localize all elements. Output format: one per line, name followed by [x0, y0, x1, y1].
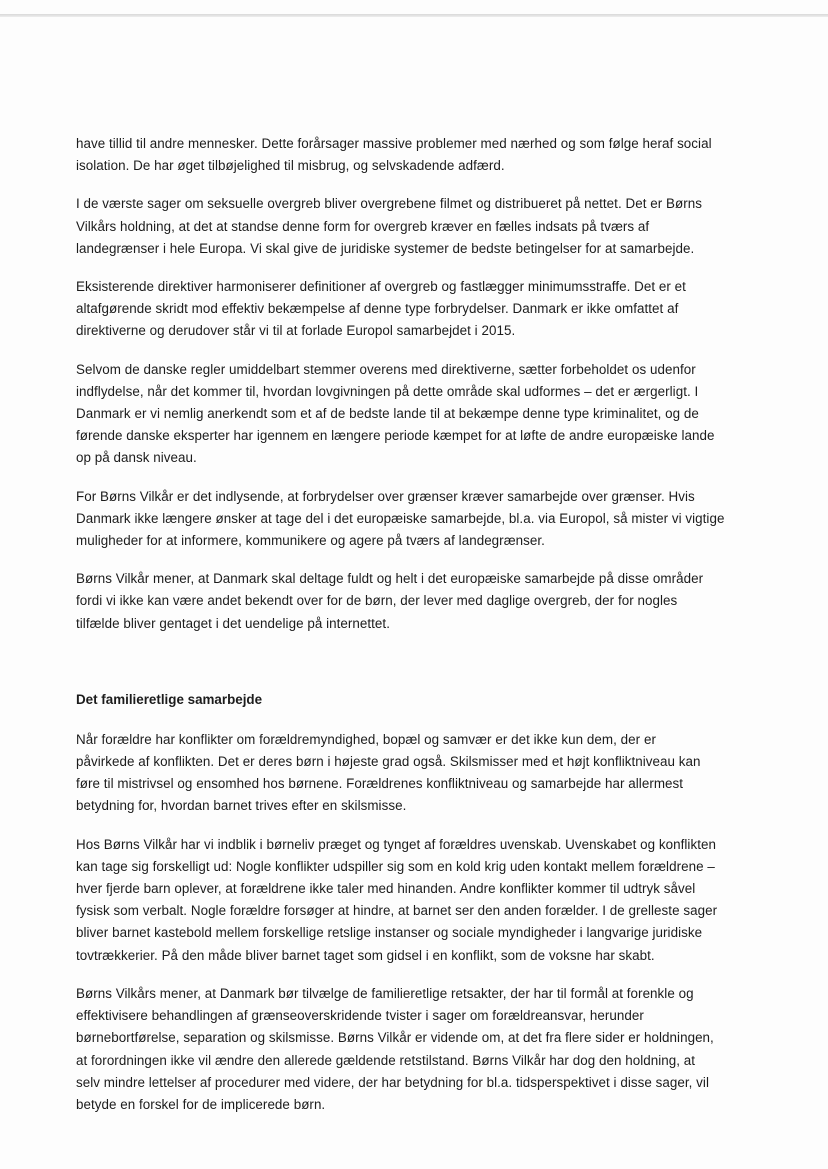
text-line: selv mindre lettelser af procedurer med videre, der har betydning for bl.a. tidsperspektivet i disse sager, vil: [76, 1074, 709, 1090]
text-line: op på dansk niveau.: [76, 450, 197, 466]
section-heading: Det familieretlige samarbejde: [76, 691, 263, 707]
text-line: børnebortførelse, separation og skilsmisse. Børns Vilkår er vidende om, at det fra flere sider er holdningen,: [76, 1030, 714, 1046]
text-line: påvirkede af konflikten. Det er deres børn i højeste grad også. Skilsmisser med et højt konfliktniveau kan: [76, 754, 701, 770]
text-line: Børns Vilkår mener, at Danmark skal deltage fuldt og helt i det europæiske samarbejde på disse områder: [76, 571, 704, 587]
text-line: førende danske eksperter har igennem en længere periode kæmpet for at løfte de andre europæiske lande: [76, 428, 715, 444]
text-line: fysisk som verbalt. Nogle forældre forsøger at hindre, at barnet ser den anden forælder. I de grelleste sager: [76, 903, 718, 919]
paragraph: [76, 729, 756, 818]
paragraph: [76, 983, 756, 1116]
paragraphs-top: [76, 133, 756, 635]
text-line: Danmark er vi nemlig anerkendt som et af de bedste lande til at bekæmpe denne type kriminalitet, og de: [76, 406, 699, 422]
text-line: bliver barnet kastebold mellem forskellige retslige instanser og sociale myndigheder i langvarige juridiske: [76, 925, 703, 941]
paragraph: [76, 193, 756, 260]
text-line: muligheder for at informere, kommunikere og agere på tværs af landegrænser.: [76, 533, 545, 549]
text-line: betyde en forskel for de implicerede børn.: [76, 1096, 326, 1112]
text-line: isolation. De har øget tilbøjelighed til misbrug, og selvskadende adfærd.: [76, 158, 505, 174]
text-line: have tillid til andre mennesker. Dette forårsager massive problemer med nærhed og som følge heraf social: [76, 136, 712, 151]
text-line: kan tage sig forskelligt ud: Nogle konflikter udspiller sig som en kold krig uden kontakt mellem forældrene –: [76, 858, 715, 874]
text-line: indflydelse, når det kommer til, hvordan lovgivningen på dette område skal udformes – det er ærgerligt. I: [76, 383, 699, 399]
paragraph: [76, 568, 756, 635]
text-line: tilfælde bliver gentaget i det uendelige på internettet.: [76, 615, 390, 631]
text-line: betydning for, hvordan barnet trives efter en skilsmisse.: [76, 798, 407, 814]
paragraph: [76, 133, 756, 177]
text-line: I de værste sager om seksuelle overgreb bliver overgrebene filmet og distribueret på nettet. Det er Børns: [76, 196, 702, 212]
document-body: [76, 133, 756, 1132]
text-line: Danmark ikke længere ønsker at tage del i det europæiske samarbejde, bl.a. via Europol, så mister vi vigtige: [76, 510, 725, 526]
scan-top-edge: [0, 14, 828, 17]
text-line: landegrænser i hele Europa. Vi skal give de juridiske systemer de bedste betingelser for at samarbejde.: [76, 240, 695, 256]
text-line: Børns Vilkårs mener, at Danmark bør tilvælge de familieretlige retsakter, der har til formål at forenkle og: [76, 985, 694, 1001]
paragraph: [76, 834, 756, 967]
paragraphs-bottom: [76, 729, 756, 1116]
text-line: Eksisterende direktiver harmoniserer definitioner af overgreb og fastlægger minimumsstraffe. Det er et: [76, 279, 686, 295]
paragraph: [76, 486, 756, 553]
paragraph: [76, 359, 756, 470]
text-line: For Børns Vilkår er det indlysende, at forbrydelser over grænser kræver samarbejde over grænser. Hvis: [76, 488, 695, 504]
section-gap: [76, 651, 756, 689]
text-line: tovtrækkerier. På den måde bliver barnet taget som gidsel i en konflikt, som de voksne har skabt.: [76, 947, 655, 963]
paragraph: [76, 276, 756, 343]
text-line: at forordningen ikke vil ændre den allerede gældende retstilstand. Børns Vilkår har dog den holdning, at: [76, 1052, 696, 1068]
text-line: altafgørende skridt mod effektiv bekæmpelse af denne type forbrydelser. Danmark er ikke omfattet af: [76, 301, 679, 317]
text-line: Når forældre har konflikter om forældremyndighed, bopæl og samvær er det ikke kun dem, der er: [76, 731, 656, 747]
text-line: Hos Børns Vilkår har vi indblik i børneliv præget og tynget af forældres uvenskab. Uvenskabet og konflikten: [76, 836, 716, 852]
text-line: Vilkårs holdning, at det at standse denne form for overgreb kræver en fælles indsats på tværs af: [76, 218, 650, 234]
text-line: direktiverne og derudover står vi til at forlade Europol samarbejdet i 2015.: [76, 323, 516, 339]
text-line: Selvom de danske regler umiddelbart stemmer overens med direktiverne, sætter forbeholdet os udenfor: [76, 361, 696, 377]
text-line: hver fjerde barn oplever, at forældrene ikke taler med hinanden. Andre konflikter kommer til udtryk såvel: [76, 881, 696, 897]
text-line: fordi vi ikke kan være andet bekendt over for de børn, der lever med daglige overgreb, der for nogles: [76, 593, 678, 609]
text-line: føre til mistrivsel og ensomhed hos børnene. Forældrenes konfliktniveau og samarbejde har allermest: [76, 776, 684, 792]
text-line: effektivisere behandlingen af grænseoverskridende tvister i sager om forældreansvar, herunder: [76, 1008, 644, 1024]
